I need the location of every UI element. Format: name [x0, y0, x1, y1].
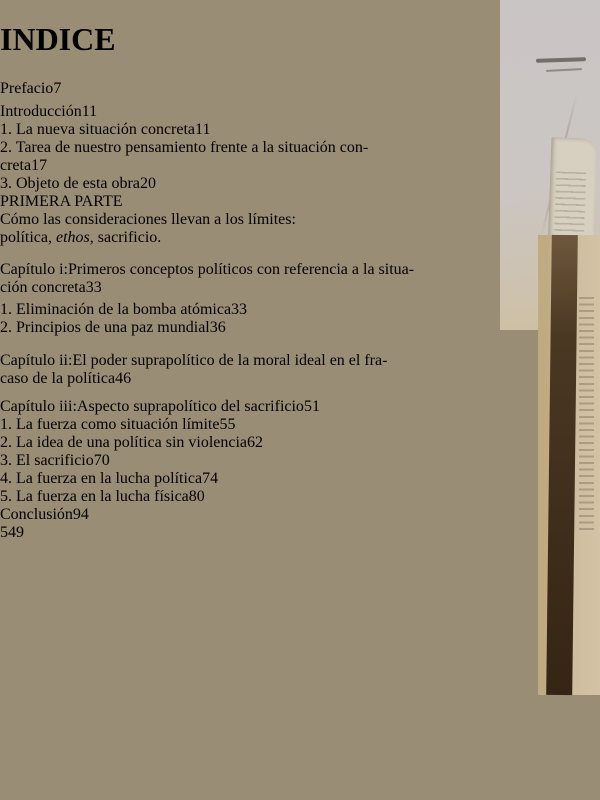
toc-group — [0, 398, 600, 524]
toc-entry — [0, 506, 600, 524]
toc-entry — [0, 352, 600, 370]
page-number: 36 — [209, 318, 226, 336]
entry-title: ción concreta — [0, 278, 86, 296]
page-number: 17 — [31, 156, 48, 174]
toc-entry — [0, 470, 600, 488]
toc-entry — [0, 452, 600, 470]
entry-label: 4. La fuerza en la lucha política — [0, 469, 203, 487]
wall-scuff-mark — [536, 57, 586, 63]
lot-number: 549 — [0, 523, 24, 541]
part-subtitle-italic: ethos — [55, 228, 90, 246]
entry-chapter-label: Introducción — [0, 102, 82, 120]
page-number: 11 — [195, 120, 211, 138]
toc-entry — [0, 434, 600, 452]
entry-label: creta — [0, 156, 32, 174]
entry-chapter-label: Capítulo ii: — [0, 351, 73, 369]
toc-entry — [0, 488, 600, 506]
page-number: 51 — [303, 397, 320, 415]
page-number: 7 — [53, 79, 62, 97]
page-number: 70 — [93, 451, 110, 469]
page-number: 94 — [72, 505, 89, 523]
part-heading: PRIMERA PARTE — [0, 192, 123, 210]
entry-chapter-label: Capítulo i: — [0, 260, 68, 278]
fore-edge-text-marks — [579, 297, 594, 532]
page-gap-shadow — [546, 235, 578, 695]
entry-chapter-label: Prefacio — [0, 79, 54, 97]
toc-entry — [0, 370, 600, 388]
wall-scuff-mark — [546, 68, 582, 72]
toc-group — [0, 352, 600, 388]
page-number: 33 — [85, 278, 102, 296]
entry-label: Conclusión — [0, 505, 73, 523]
page-title: INDICE — [0, 21, 116, 58]
entry-label: 5. La fuerza en la lucha física — [0, 487, 189, 505]
part-subtitle-line1: Cómo las consideraciones llevan a los límites: — [0, 210, 296, 228]
entry-title: caso de la política — [0, 369, 116, 387]
entry-label: 1. La fuerza como situación límite — [0, 415, 220, 433]
page-number: 20 — [139, 174, 156, 192]
entry-title: El poder suprapolítico de la moral ideal en el fra- — [72, 351, 388, 369]
page-number: 46 — [115, 369, 132, 387]
toc-entry — [0, 416, 600, 434]
entry-chapter-label: Capítulo iii: — [0, 397, 77, 415]
toc-entry — [0, 398, 600, 416]
entry-title: Primeros conceptos políticos con referencia a la situa- — [68, 260, 415, 278]
page-number: 11 — [81, 102, 98, 120]
page-number: 80 — [188, 487, 205, 505]
book-fore-edge — [538, 235, 600, 695]
page-number: 33 — [231, 300, 248, 318]
page-number: 62 — [247, 433, 264, 451]
entry-label: 2. La idea de una política sin violencia — [0, 433, 248, 451]
entry-label: 1. La nueva situación concreta — [0, 120, 196, 138]
part-subtitle-pre: política, — [0, 228, 56, 246]
table-surface — [492, 676, 600, 800]
entry-label: 3. El sacrificio — [0, 451, 94, 469]
entry-label: 3. Objeto de esta obra — [0, 174, 140, 192]
page-number: 55 — [219, 415, 236, 433]
entry-label: 2. Tarea de nuestro pensamiento frente a la situación con- — [0, 138, 369, 156]
entry-label: 2. Principios de una paz mundial — [0, 318, 210, 336]
page-number: 74 — [202, 469, 219, 487]
entry-title: Aspecto suprapolítico del sacrificio — [76, 397, 304, 415]
part-subtitle-post: , sacrificio. — [89, 228, 162, 246]
entry-label: 1. Eliminación de la bomba atómica — [0, 300, 232, 318]
